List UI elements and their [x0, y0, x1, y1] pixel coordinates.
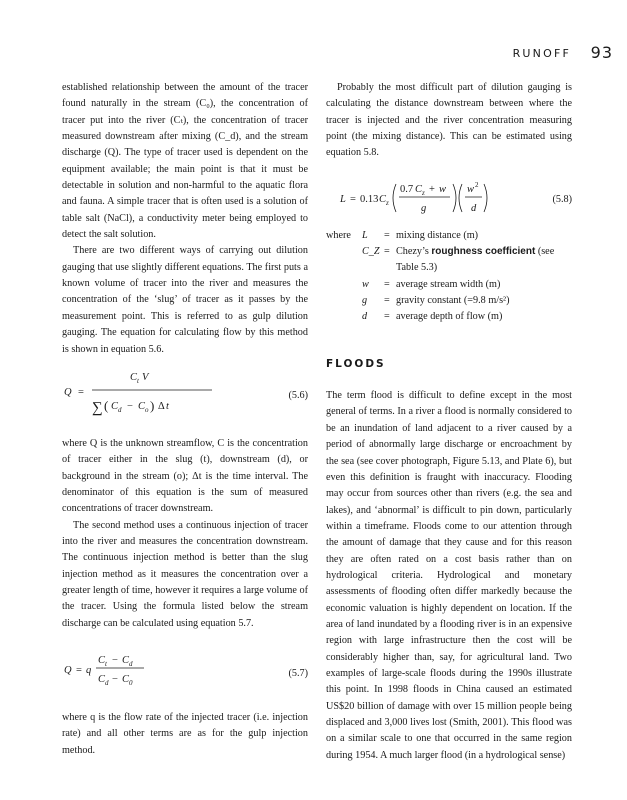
- equation-5-8: [326, 176, 572, 220]
- svg-text:C: C: [98, 654, 106, 666]
- equation-5-8-formula: [326, 176, 526, 220]
- variable-definitions: [326, 228, 572, 326]
- paragraph: The term flood is difficult to define except in the most general of terms. In a river a flood is normally considered to be an inundation of land adjacent to a river caused by a period of abnormally large discharge or encroachment by the sea (see cover photograph, Figure 5.13, and Plate 6), but even this definition is fraught with inaccuracy. Flooding may occur from sources other than rivers (e.g. the sea and lakes), and ‘abnormal’ is difficult to pin down, particularly within a timeframe. Floods come to our attention through the amount of damage that they cause and for this reason they are often rated on a cost basis rather than on hydrological criteria. Hydrological and monetary assessments of flooding often differ markedly because the economic valuation is highly dependent on location. If the area of land inundated by a flooding river is in an expensive region with large infrastructure then the cost will be considerably higher than, say, for agricultural land. Two examples of large-scale floods during the 1990s illustrate this point. In 1998 floods in China caused an estimated US$20 billion of damage with over 15 million people being displaced and 3,000 lives lost (Smith, 2001). This flood was on a similar scale to one that occurred in the same region during 1954. A much larger flood (in a hydrological sense): [326, 390, 572, 761]
- equation-number: (5.7): [288, 667, 308, 679]
- svg-text:o: o: [145, 405, 149, 414]
- svg-text:w: w: [467, 183, 475, 195]
- svg-text:−: −: [112, 654, 118, 666]
- svg-text:C: C: [138, 400, 146, 412]
- svg-text:0.7: 0.7: [400, 183, 414, 195]
- svg-text:C: C: [111, 400, 119, 412]
- page-number: 93: [590, 43, 613, 62]
- svg-text:0: 0: [129, 678, 133, 687]
- definition-row: w = average stream width (m): [362, 278, 501, 290]
- svg-text:t: t: [166, 400, 169, 412]
- paragraph: where Q is the unknown streamflow, C is the concentration of tracer either in the slug (t), downstream (d), or background in the stream (o); Δt is the time interval. The denominator of this equation is the sum of measured concentrations of tracer downstream.: [62, 437, 308, 515]
- equation-5-7: [62, 646, 308, 694]
- svg-text:w: w: [439, 183, 447, 195]
- paragraph: established relationship between the amount of the tracer found naturally in the stream (C₀), the concentration of tracer put into the river (Cₜ), the concentration of tracer measured downstream after mixing (C_d), and the stream discharge (Q). The type of tracer used is dependent on the equipment available; the main point is that it must be detectable in solution and non-harmful to the aquatic flora and fauna. A simple tracer that is often used is a solution of table salt (NaCl), a conductivity meter being employed to detect the salt solution.: [62, 82, 308, 241]
- svg-text:2: 2: [475, 180, 479, 189]
- svg-text:C: C: [98, 673, 106, 685]
- definition-row: d = average depth of flow (m): [362, 311, 503, 323]
- svg-text:Q: Q: [64, 386, 72, 398]
- svg-text:Δ: Δ: [158, 400, 165, 412]
- paragraph: The second method uses a continuous injection of tracer into the river and measures the concentration downstream. The continuous injection method is better than the slug injection method as it measures the concentration over a greater length of time, however it requires a large volume of the tracer. Using the formula listed below the stream discharge can be calculated using equation 5.7.: [62, 519, 308, 629]
- equation-5-7-formula: [62, 646, 262, 694]
- svg-text:q: q: [86, 664, 92, 676]
- svg-text:C: C: [130, 371, 138, 383]
- svg-text:C: C: [415, 183, 423, 195]
- right-column: [326, 80, 572, 764]
- svg-text:t: t: [105, 659, 107, 668]
- svg-text:L: L: [340, 193, 346, 205]
- svg-text:∑: ∑: [92, 399, 103, 416]
- svg-text:g: g: [421, 202, 427, 214]
- svg-text:z: z: [386, 198, 389, 207]
- svg-text:d: d: [118, 405, 122, 414]
- svg-text:0.13: 0.13: [360, 193, 379, 205]
- section-heading: FLOODS: [326, 357, 386, 370]
- svg-text:=: =: [78, 386, 84, 398]
- svg-text:=: =: [350, 193, 356, 205]
- running-title: RUNOFF: [512, 47, 571, 60]
- svg-text:C: C: [122, 654, 130, 666]
- equation-5-6-formula: [62, 368, 262, 420]
- svg-text:C: C: [122, 673, 130, 685]
- definition-row: C_Z = Chezy’s roughness coefficient (see Table 5.3): [362, 246, 555, 274]
- svg-text:−: −: [127, 400, 133, 412]
- svg-text:z: z: [422, 188, 425, 197]
- paragraph: Probably the most difficult part of dilution gauging is calculating the distance downstream between where the tracer is injected and the river concentration measuring point (the mixing distance). This can be estimated using equation 5.8.: [326, 82, 572, 159]
- left-column: [62, 80, 308, 759]
- svg-text:Q: Q: [64, 664, 72, 676]
- equation-number: (5.6): [288, 389, 308, 401]
- svg-text:t: t: [137, 376, 139, 385]
- definition-row: where L = mixing distance (m): [326, 229, 479, 241]
- equation-5-6: [62, 368, 308, 420]
- svg-text:=: =: [76, 664, 82, 676]
- svg-text:d: d: [129, 659, 133, 668]
- definition-row: g = gravity constant (=9.8 m/s²): [362, 295, 510, 307]
- equation-number: (5.8): [552, 193, 572, 205]
- svg-text:−: −: [112, 673, 118, 685]
- svg-text:d: d: [105, 678, 109, 687]
- glossary-term: roughness coefficient: [431, 246, 536, 258]
- svg-text:d: d: [471, 202, 477, 214]
- svg-text:V: V: [142, 371, 149, 383]
- page-header: [0, 44, 627, 64]
- paragraph: There are two different ways of carrying out dilution gauging that use slightly different equations. The first puts a known volume of tracer into the river and measures the concentration of the ‘slug’ of tracer as it passes by the measurement point. This is referred to as gulp dilution gauging. The equation for calculating flow by this method is shown in equation 5.6.: [62, 245, 308, 355]
- svg-text:): ): [150, 397, 155, 413]
- svg-text:(: (: [104, 397, 109, 413]
- svg-text:+: +: [429, 183, 435, 195]
- svg-text:C: C: [379, 193, 387, 205]
- paragraph: where q is the flow rate of the injected tracer (i.e. injection rate) and all other terms are as for the gulp injection method.: [62, 711, 308, 756]
